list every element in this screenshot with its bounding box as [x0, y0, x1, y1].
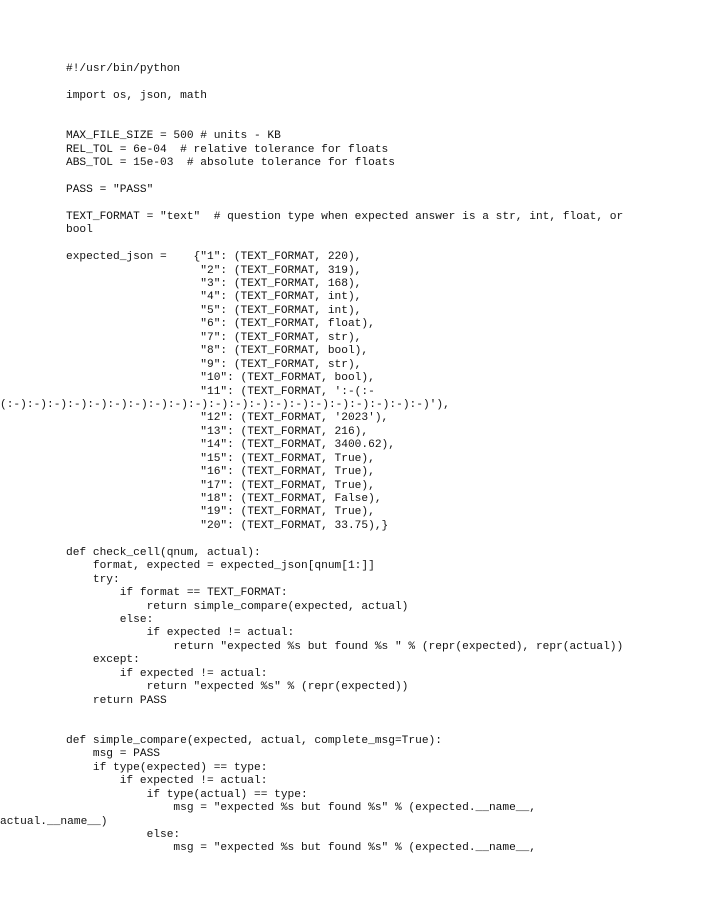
code-line: msg = "expected %s but found %s" % (expected.__name__, [66, 842, 536, 855]
code-line: ABS_TOL = 15e-03 # absolute tolerance for floats [66, 157, 395, 170]
code-line: def check_cell(qnum, actual): [66, 546, 261, 559]
code-line [66, 197, 706, 210]
code-line: format, expected = expected_json[qnum[1:]] [66, 560, 375, 573]
code-line: "8": (TEXT_FORMAT, bool), [66, 345, 369, 358]
code-line: "14": (TEXT_FORMAT, 3400.62), [66, 439, 395, 452]
code-line: actual.__name__) [0, 815, 108, 828]
code-line: "4": (TEXT_FORMAT, int), [66, 291, 362, 304]
code-line: #!/usr/bin/python [66, 63, 181, 75]
code-line: "18": (TEXT_FORMAT, False), [66, 493, 382, 505]
code-line: "20": (TEXT_FORMAT, 33.75),} [66, 519, 389, 532]
code-line: "5": (TEXT_FORMAT, int), [66, 304, 362, 317]
code-line: "10": (TEXT_FORMAT, bool), [66, 372, 375, 385]
code-line [66, 171, 706, 184]
code-line: bool [66, 224, 93, 237]
code-line: "19": (TEXT_FORMAT, True), [66, 506, 375, 519]
code-line: TEXT_FORMAT = "text" # question type when expected answer is a str, int, float, or [66, 210, 624, 223]
code-line: return PASS [66, 694, 167, 707]
code-line: "12": (TEXT_FORMAT, '2023'), [66, 412, 389, 425]
code-line: if type(expected) == type: [66, 761, 268, 774]
code-line: (:-):-):-):-):-):-):-):-):-):-):-):-):-):-):-):-):-):-):-):-):-)'), [0, 398, 450, 411]
code-line: msg = PASS [66, 748, 160, 761]
code-line: expected_json = {"1": (TEXT_FORMAT, 220), [66, 251, 362, 264]
code-line: REL_TOL = 6e-04 # relative tolerance for floats [66, 143, 389, 156]
code-line: "9": (TEXT_FORMAT, str), [66, 358, 362, 371]
code-line: if type(actual) == type: [66, 788, 308, 801]
code-line [66, 117, 706, 130]
code-line: if expected != actual: [66, 667, 268, 680]
code-line [66, 533, 706, 546]
code-line: try: [66, 573, 120, 586]
code-line: def simple_compare(expected, actual, complete_msg=True): [66, 734, 442, 747]
code-line: except: [66, 654, 140, 667]
code-line: "13": (TEXT_FORMAT, 216), [66, 425, 369, 438]
code-line: "3": (TEXT_FORMAT, 168), [66, 278, 362, 290]
code-line: else: [66, 828, 181, 841]
code-line [66, 721, 706, 734]
code-line: "15": (TEXT_FORMAT, True), [66, 452, 375, 465]
code-line: if expected != actual: [66, 627, 295, 640]
code-line: import os, json, math [66, 89, 207, 102]
code-line: "2": (TEXT_FORMAT, 319), [66, 264, 362, 277]
code-line: return "expected %s" % (repr(expected)) [66, 681, 409, 694]
code-line: PASS = "PASS" [66, 183, 154, 196]
code-line [66, 76, 706, 89]
code-listing [0, 63, 706, 856]
code-line: "6": (TEXT_FORMAT, float), [66, 318, 375, 331]
code-line: if expected != actual: [66, 775, 268, 788]
code-line [66, 103, 706, 116]
code-line: msg = "expected %s but found %s" % (expected.__name__, [66, 802, 536, 815]
code-line [66, 238, 706, 251]
code-line: "17": (TEXT_FORMAT, True), [66, 479, 375, 492]
code-line: "16": (TEXT_FORMAT, True), [66, 466, 375, 479]
code-line: return simple_compare(expected, actual) [66, 600, 409, 613]
code-line: "7": (TEXT_FORMAT, str), [66, 331, 362, 344]
code-line: if format == TEXT_FORMAT: [66, 587, 288, 600]
code-line: else: [66, 613, 154, 626]
code-line [66, 708, 706, 721]
code-line: return "expected %s but found %s " % (repr(expected), repr(actual)) [66, 640, 624, 653]
code-line: MAX_FILE_SIZE = 500 # units - KB [66, 130, 281, 143]
code-line: "11": (TEXT_FORMAT, ':-(:- [66, 385, 375, 398]
